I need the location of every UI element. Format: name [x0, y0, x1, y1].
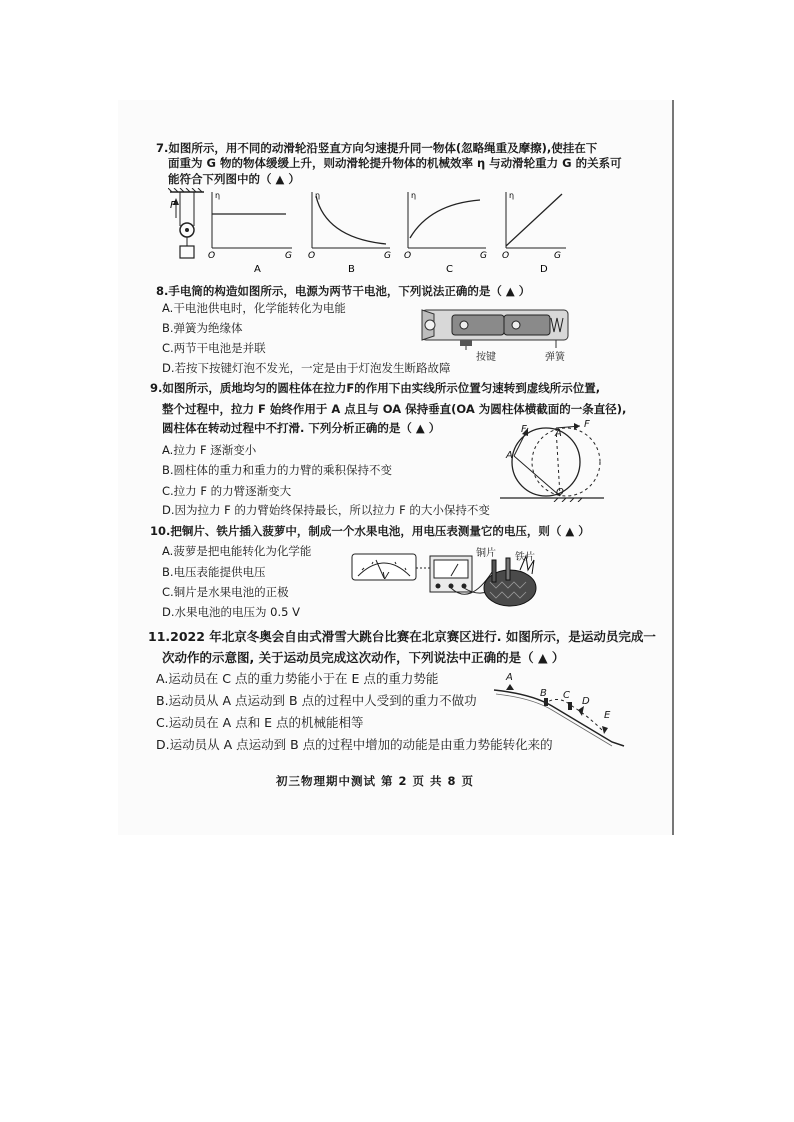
q8-option-b: B.弹簧为绝缘体 — [162, 321, 243, 335]
q8-option-a: A.干电池供电时，化学能转化为电能 — [162, 301, 346, 315]
cylinder-a2-label: A — [555, 428, 562, 439]
graph-c-g: G — [480, 251, 487, 261]
flashlight-spring-label: 弹簧 — [545, 352, 565, 363]
pulley-F-label: F — [170, 200, 176, 211]
q11-option-c: C.运动员在 A 点和 E 点的机械能相等 — [156, 715, 364, 730]
q11-option-d: D.运动员从 A 点运动到 B 点的过程中增加的动能是由重力势能转化来的 — [156, 737, 553, 752]
graph-c — [408, 192, 486, 248]
q9-option-a: A.拉力 F 逐渐变小 — [162, 443, 257, 457]
flashlight-button-label: 按键 — [476, 352, 496, 363]
q11-line-2: 次动作的示意图, 关于运动员完成这次动作，下列说法中正确的是（ ▲ ） — [162, 650, 565, 665]
q9-option-b: B.圆柱体的重力和重力的力臂的乘积保持不变 — [162, 463, 393, 477]
q10-option-b: B.电压表能提供电压 — [162, 565, 266, 579]
graph-b-origin: O — [308, 251, 316, 261]
q8-option-c: C.两节干电池是并联 — [162, 341, 266, 355]
page-footer: 初三物理期中测试 第 2 页 共 8 页 — [276, 774, 475, 788]
graph-a — [212, 192, 292, 248]
q11-option-a: A.运动员在 C 点的重力势能小于在 E 点的重力势能 — [156, 671, 439, 686]
graph-d-eta: η — [509, 191, 515, 200]
graph-c-origin: O — [404, 251, 412, 261]
q7-line-1: 7.如图所示，用不同的动滑轮沿竖直方向匀速提升同一物体(忽略绳重及摩擦),使挂在下 — [156, 141, 598, 155]
ski-point-b: B — [540, 688, 547, 699]
q9-option-c: C.拉力 F 的力臂逐渐变大 — [162, 484, 292, 498]
cylinder-f2-label: F — [584, 419, 590, 430]
copper-plate-label: 铜片 — [476, 548, 496, 559]
cylinder-a1-label: A — [506, 450, 513, 461]
iron-plate-label: 铁片 — [515, 552, 535, 563]
graph-b-g: G — [384, 251, 391, 261]
graph-d-g: G — [554, 251, 561, 261]
graph-d-label: D — [540, 264, 548, 275]
q10-option-c: C.铜片是水果电池的正极 — [162, 585, 289, 599]
graph-c-eta: η — [411, 191, 417, 200]
q9-line-2: 整个过程中，拉力 F 始终作用于 A 点且与 OA 保持垂直(OA 为圆柱体横截面的一条直径), — [162, 402, 627, 416]
ski-point-c: C — [563, 690, 570, 701]
graph-a-eta: η — [215, 191, 221, 200]
graph-a-label: A — [254, 264, 261, 275]
q7-figure — [168, 188, 568, 278]
graph-a-g: G — [285, 251, 292, 261]
cylinder-o-label: O — [556, 487, 564, 498]
q11-line-1: 11.2022 年北京冬奥会自由式滑雪大跳台比赛在北京赛区进行. 如图所示，是运动员完成一 — [148, 629, 656, 644]
voltmeter-unit-label: V — [382, 571, 389, 582]
cylinder-f1-label: F — [521, 424, 527, 435]
page-edge — [672, 100, 674, 835]
ski-point-d: D — [582, 696, 590, 707]
graph-a-origin: O — [208, 251, 216, 261]
graph-d-origin: O — [502, 251, 510, 261]
graph-c-label: C — [446, 264, 453, 275]
q7-line-3: 能符合下列图中的（ ▲ ） — [168, 172, 300, 186]
q10-option-a: A.菠萝是把电能转化为化学能 — [162, 544, 312, 558]
q10-option-d: D.水果电池的电压为 0.5 V — [162, 605, 300, 619]
q11-option-b: B.运动员从 A 点运动到 B 点的过程中人受到的重力不做功 — [156, 693, 477, 708]
ski-point-a: A — [506, 672, 513, 683]
q9-option-d: D.因为拉力 F 的力臂始终保持最长，所以拉力 F 的大小保持不变 — [162, 503, 490, 517]
graph-d — [506, 192, 566, 248]
pulley-diagram — [168, 188, 204, 258]
q9-line-1: 9.如图所示，质地均匀的圆柱体在拉力F的作用下由实线所示位置匀速转到虚线所示位置, — [150, 381, 601, 395]
graph-b-label: B — [348, 264, 355, 275]
graph-b — [312, 192, 390, 248]
q9-line-3: 圆柱体在转动过程中不打滑. 下列分析正确的是（ ▲ ） — [162, 421, 441, 435]
q7-line-2: 面重为 G 物的物体缓缓上升，则动滑轮提升物体的机械效率 η 与动滑轮重力 G 的关系可 — [168, 156, 622, 170]
cylinder-figure — [500, 420, 604, 502]
ski-point-e: E — [604, 710, 611, 721]
graph-b-eta: η — [315, 191, 321, 200]
q8-stem: 8.手电筒的构造如图所示，电源为两节干电池，下列说法正确的是（ ▲ ） — [156, 284, 531, 298]
q8-option-d: D.若按下按键灯泡不发光，一定是由于灯泡发生断路故障 — [162, 361, 451, 375]
q10-stem: 10.把铜片、铁片插入菠萝中，制成一个水果电池，用电压表测量它的电压，则（ ▲ ） — [150, 524, 590, 538]
